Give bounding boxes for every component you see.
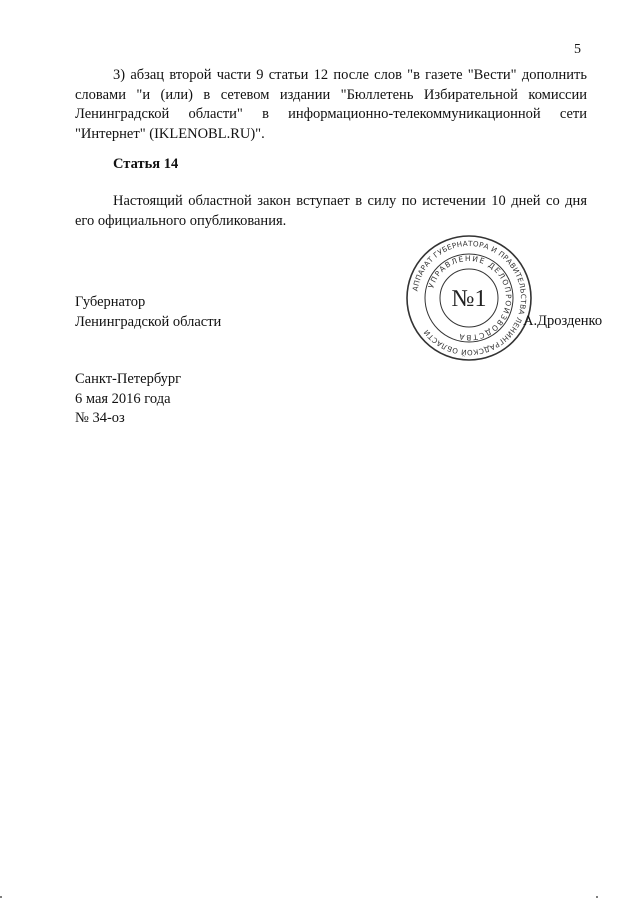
page-number: 5 [574,42,581,57]
governor-title-line-1: Губернатор [75,294,146,310]
effective-date-paragraph: Настоящий областной закон вступает в силу по истечении 10 дней со дня его официального опубликования. [75,193,587,229]
seal-inner-text: УПРАВЛЕНИЕ ДЕЛОПРОИЗВОДСТВА [426,253,514,343]
governor-name: А.Дрозденко [523,313,603,329]
scan-speck [596,896,598,898]
scan-speck [0,896,2,898]
article-heading: Статья 14 [113,156,179,172]
official-seal [404,233,534,363]
place: Санкт-Петербург [75,371,182,387]
seal-outer-text: АППАРАТ ГУБЕРНАТОРА И ПРАВИТЕЛЬСТВА ЛЕНИНГРАДСКОЙ ОБЛАСТИ [410,238,529,358]
place-date-block [75,370,181,429]
governor-title [75,293,221,332]
date: 6 мая 2016 года [75,390,171,407]
amendment-paragraph: 3) абзац второй части 9 статьи 12 после слов "в газете "Вести" дополнить словами "и (или) в сетевом издании "Бюллетень Избирательной комиссии Ленинградской области" в информационно-телекоммуникационной сети "Интернет" (IKLENOBL.RU)". [75,67,587,142]
governor-title-line-2: Ленинградской области [75,313,222,330]
law-number: № 34-оз [75,410,125,426]
seal-center-number: №1 [451,286,487,312]
